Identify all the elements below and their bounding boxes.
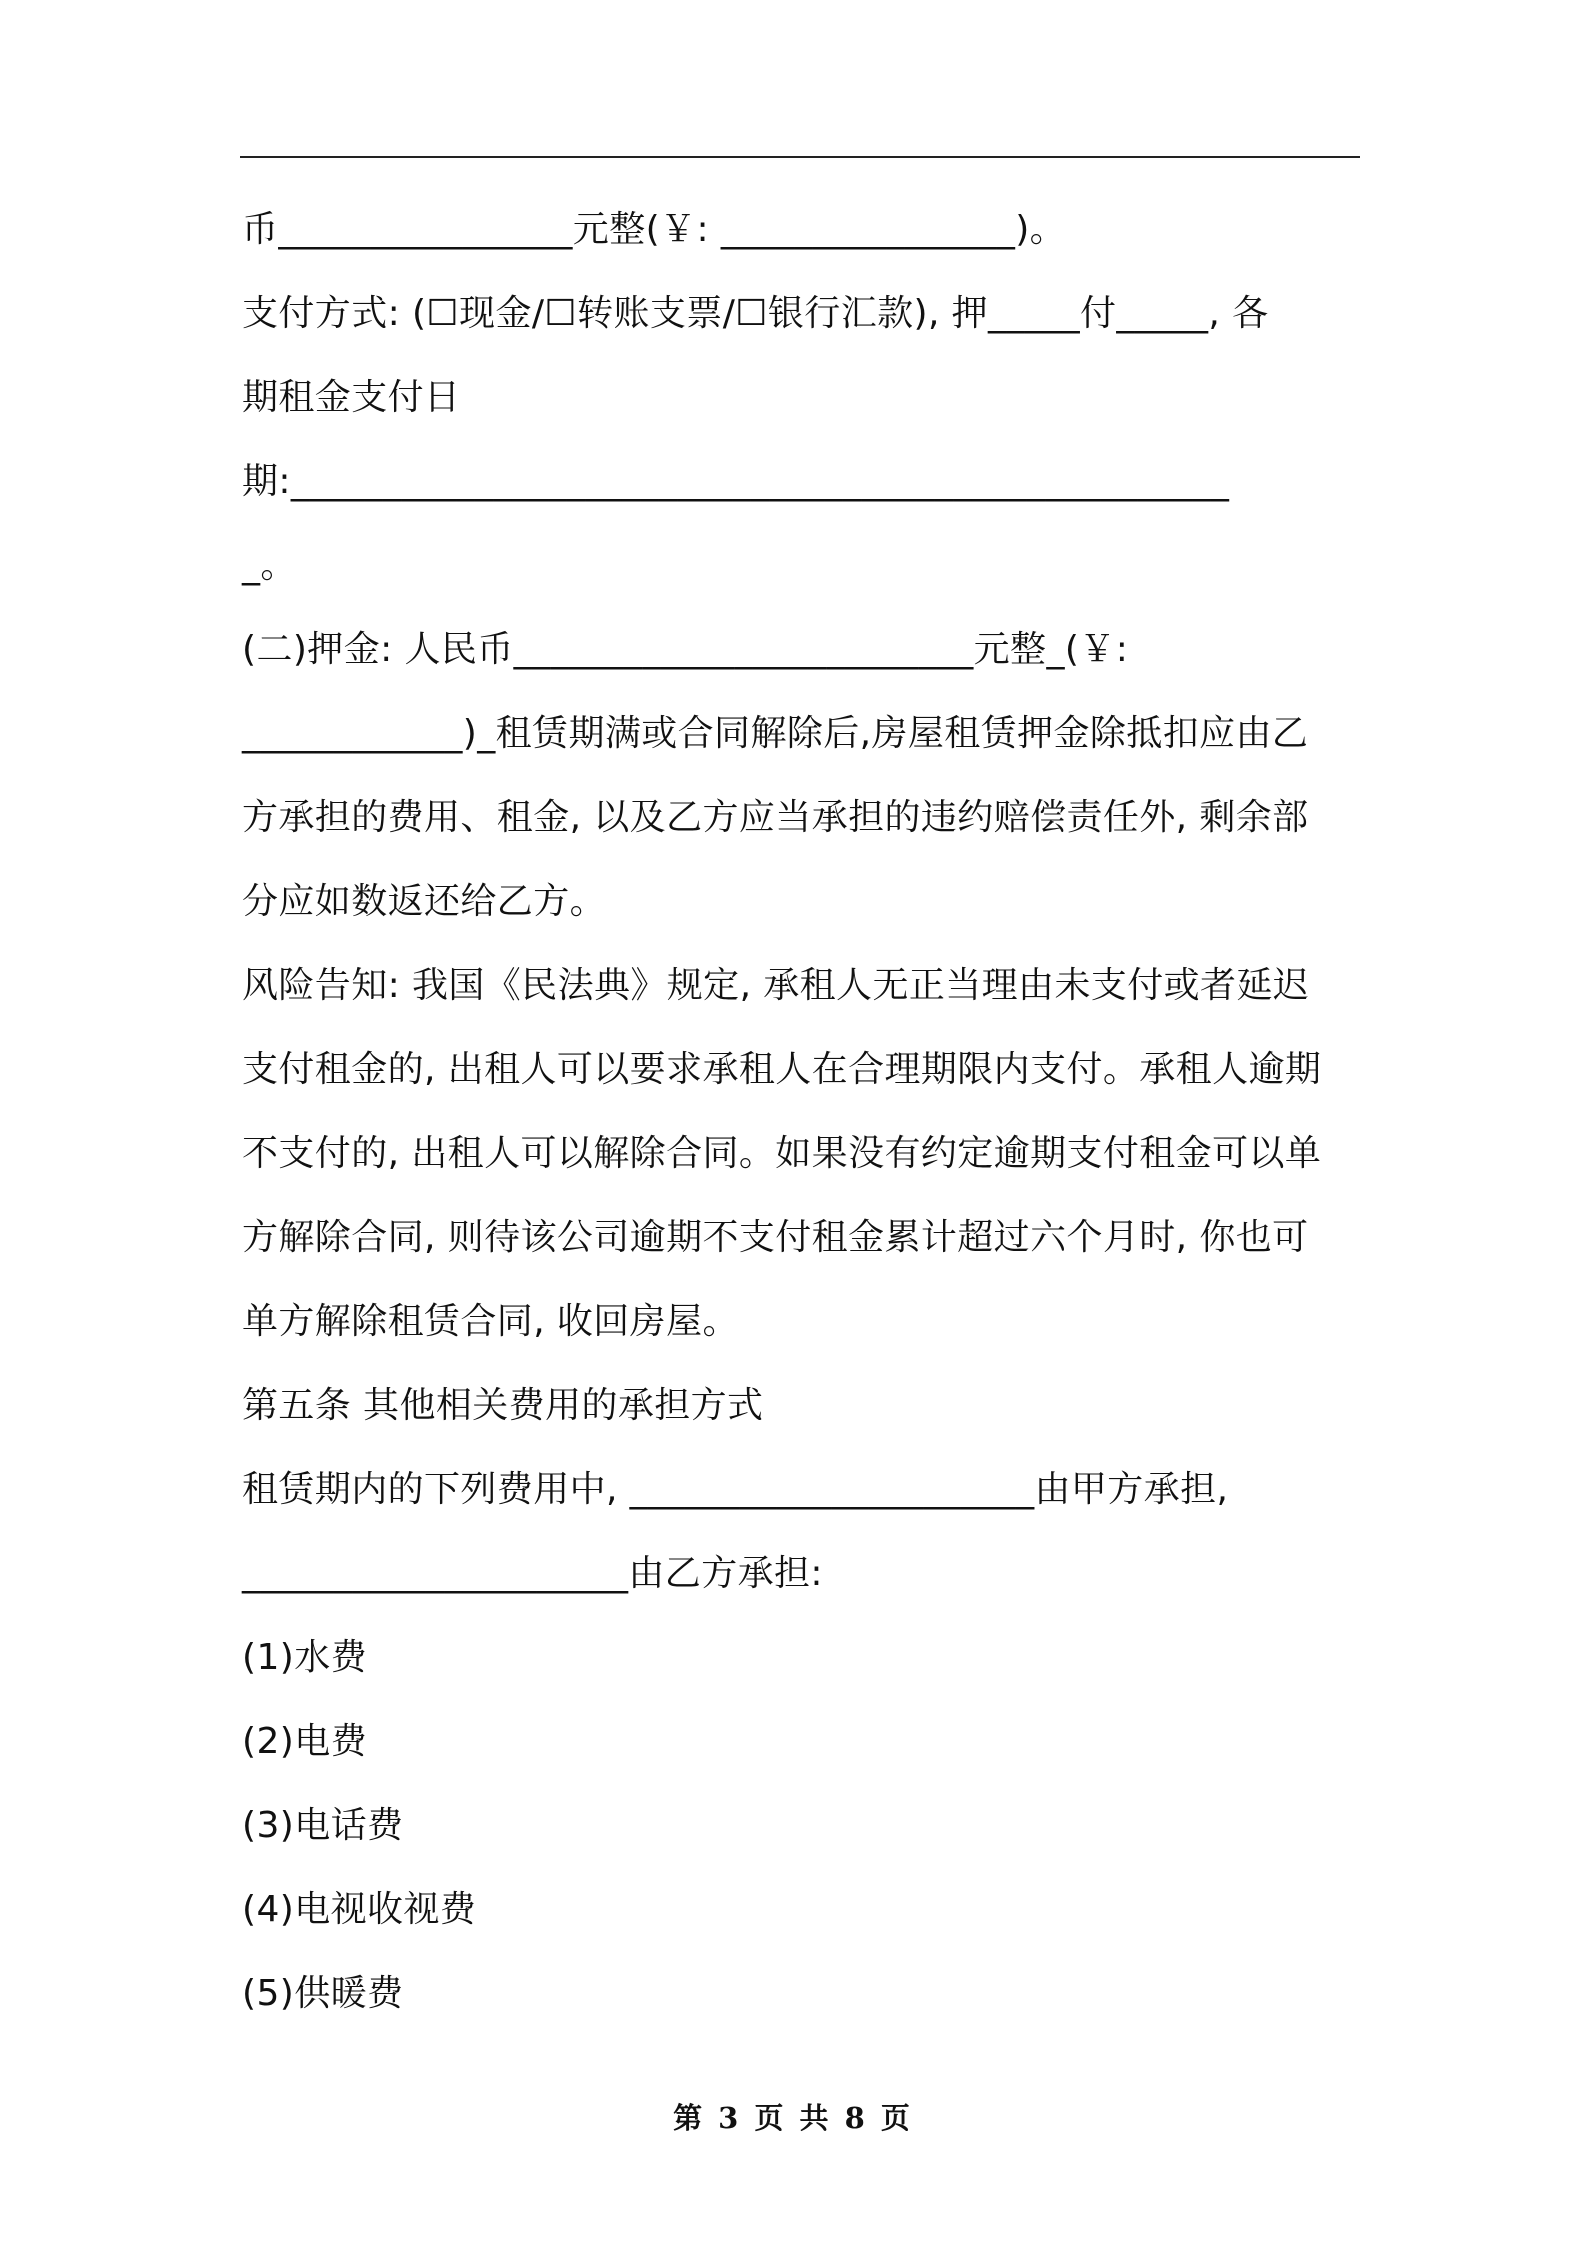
text-line: 分应如数返还给乙方。 bbox=[242, 881, 607, 922]
text-line: _。 bbox=[242, 545, 297, 586]
text-line: 币________________元整(￥: ________________)。 bbox=[242, 209, 1067, 250]
list-item: (2)电费 bbox=[242, 1721, 367, 1762]
document-body bbox=[242, 188, 1362, 2036]
text-line: 支付方式: (☐现金/☐转账支票/☐银行汇款), 押_____付_____, 各 bbox=[242, 293, 1269, 334]
text-line: 单方解除租赁合同, 收回房屋。 bbox=[242, 1301, 739, 1342]
page-number: 第 3 页 共 8 页 bbox=[673, 2101, 913, 2135]
list-item: (5)供暖费 bbox=[242, 1973, 404, 2014]
text-line: 期租金支付日 bbox=[242, 377, 461, 418]
text-line: 不支付的, 出租人可以解除合同。如果没有约定逾期支付租金可以单 bbox=[242, 1133, 1322, 1174]
text-line: 风险告知: 我国《民法典》规定, 承租人无正当理由未支付或者延迟 bbox=[242, 965, 1310, 1006]
header-divider bbox=[240, 156, 1360, 158]
text-line: 租赁期内的下列费用中, ______________________由甲方承担, bbox=[242, 1469, 1229, 1510]
section-heading: 第五条 其他相关费用的承担方式 bbox=[242, 1385, 764, 1426]
list-item: (1)水费 bbox=[242, 1637, 367, 1678]
text-line: 方承担的费用、租金, 以及乙方应当承担的违约赔偿责任外, 剩余部 bbox=[242, 797, 1309, 838]
text-line: _____________________由乙方承担: bbox=[242, 1553, 823, 1594]
list-item: (4)电视收视费 bbox=[242, 1889, 477, 1930]
list-item: (3)电话费 bbox=[242, 1805, 404, 1846]
text-line: 方解除合同, 则待该公司逾期不支付租金累计超过六个月时, 你也可 bbox=[242, 1217, 1309, 1258]
text-line: ____________)_租赁期满或合同解除后,房屋租赁押金除抵扣应由乙 bbox=[242, 713, 1309, 754]
text-line: 支付租金的, 出租人可以要求承租人在合理期限内支付。承租人逾期 bbox=[242, 1049, 1322, 1090]
text-line: (二)押金: 人民币_________________________元整_(￥: bbox=[242, 629, 1129, 670]
text-line: 期:___________________________________________________ bbox=[242, 461, 1230, 502]
